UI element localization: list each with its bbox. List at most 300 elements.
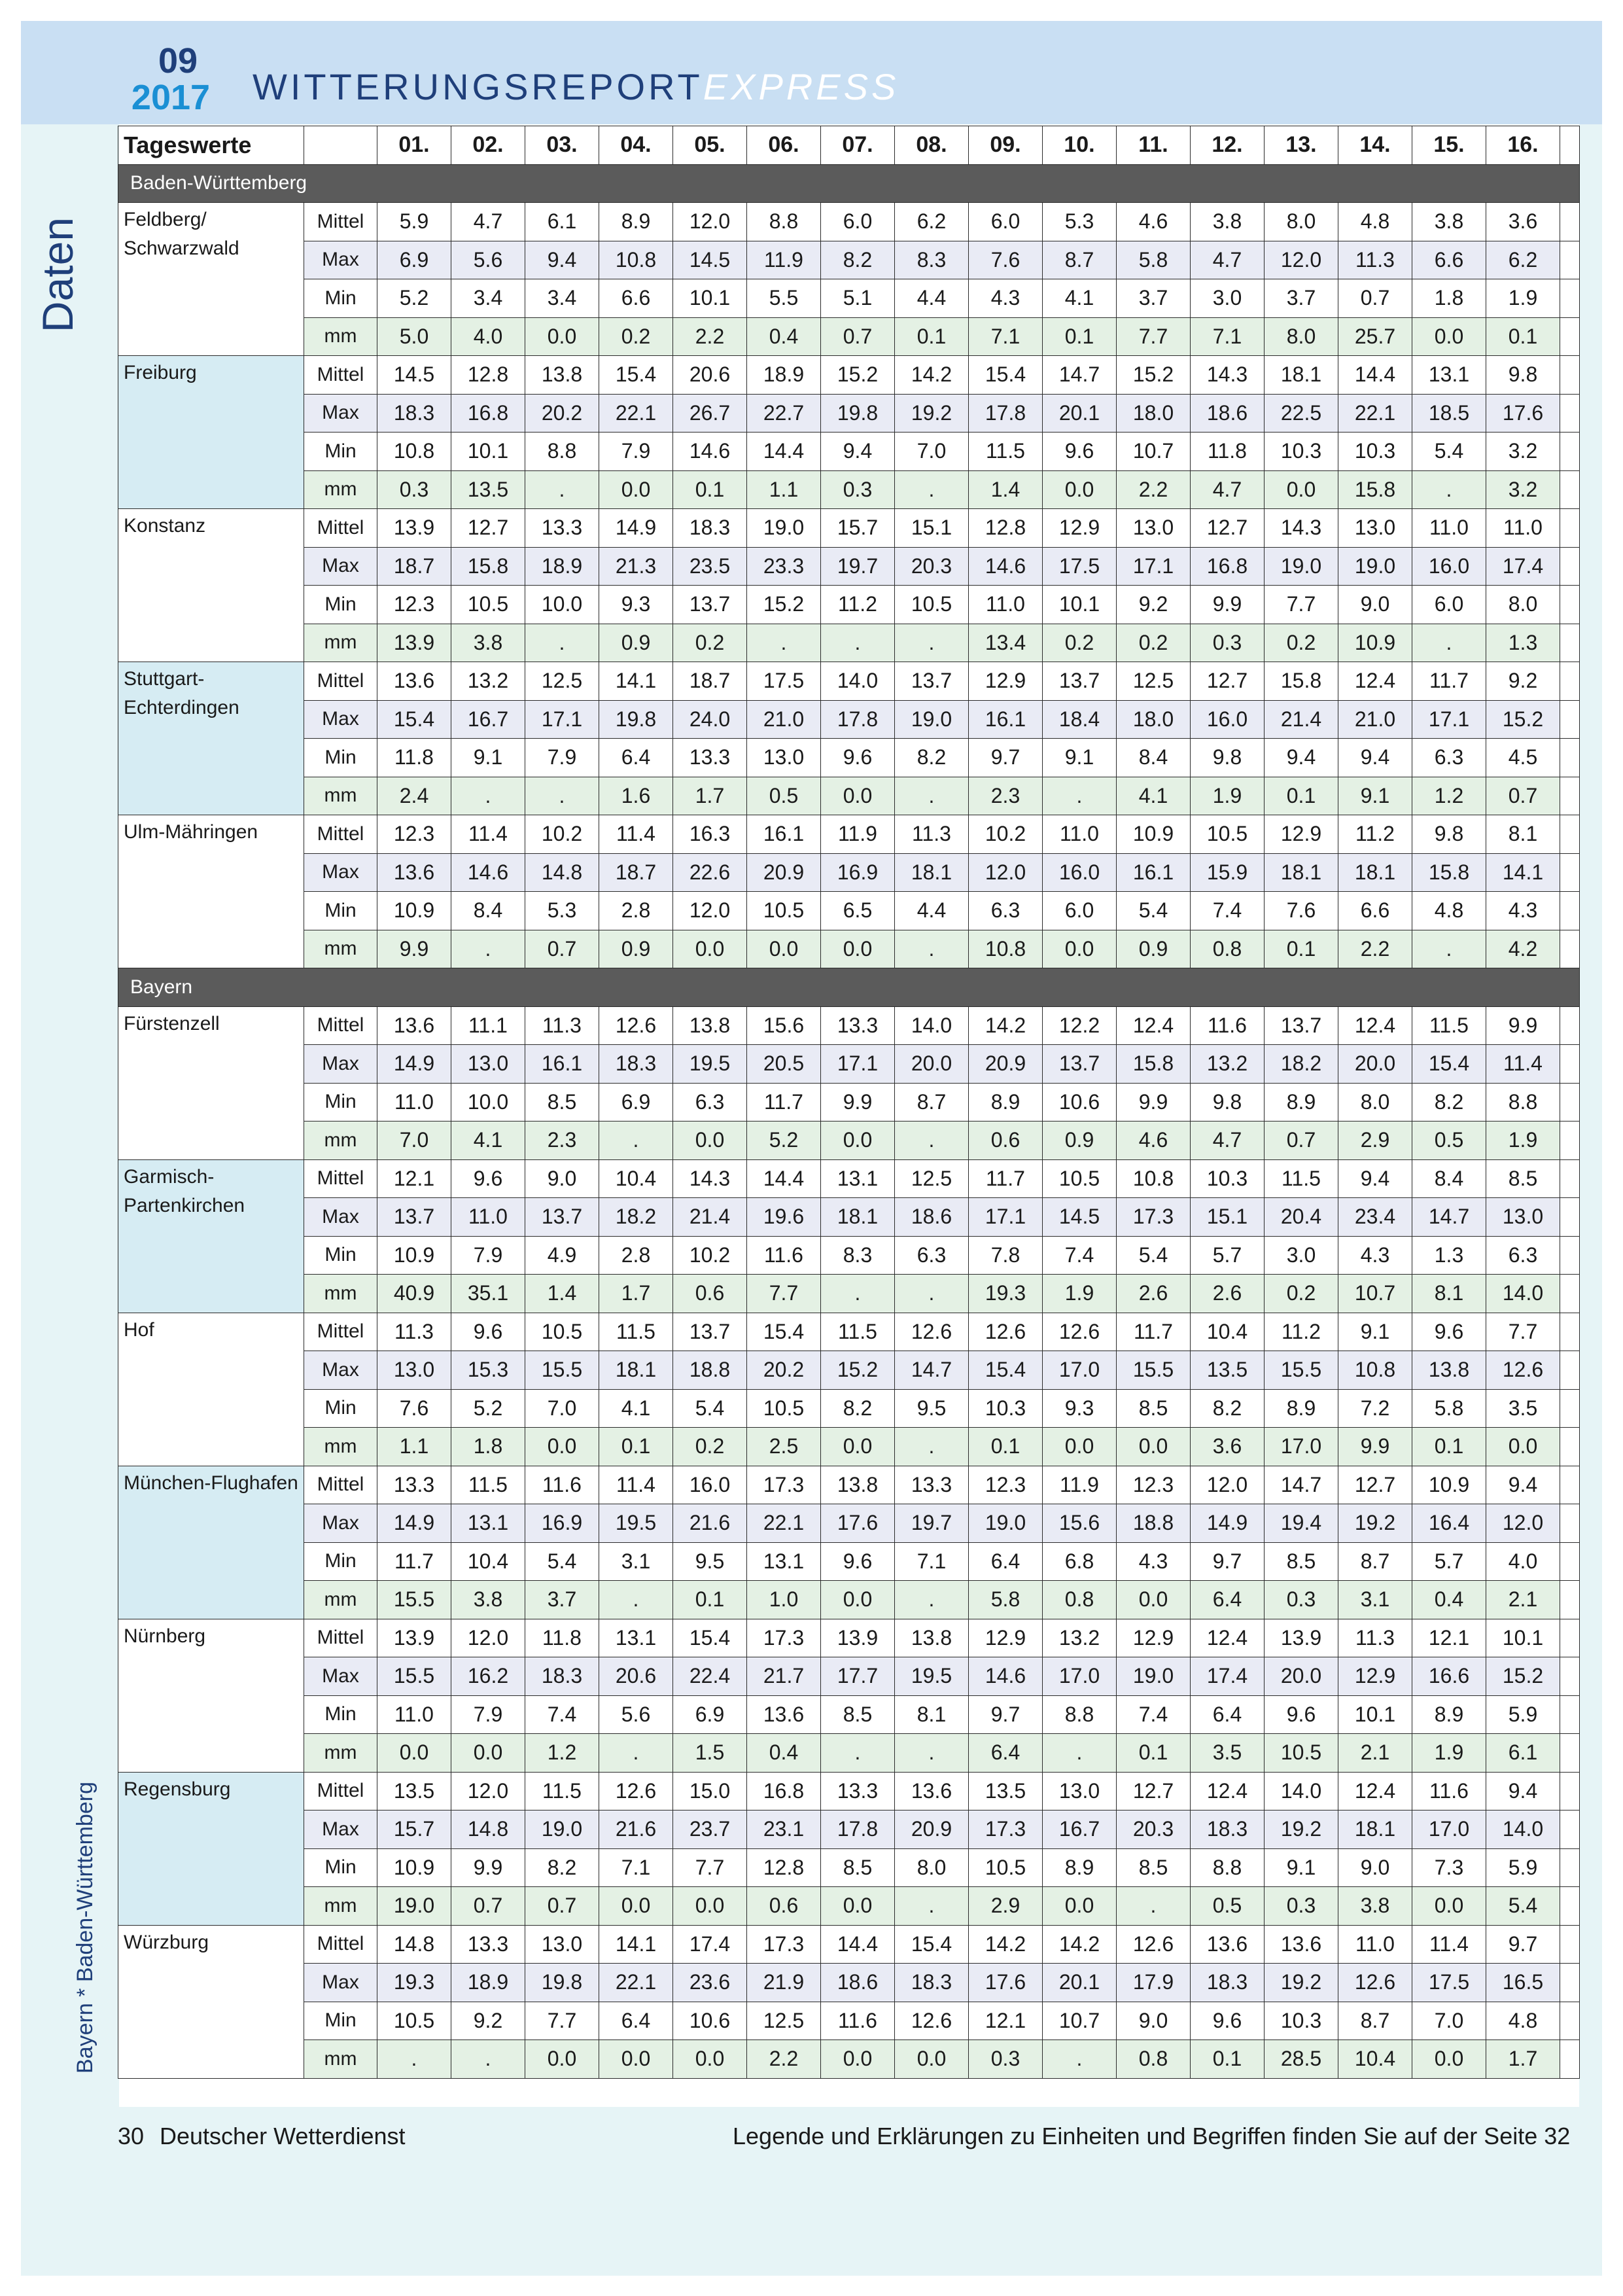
value-cell: 14.9 xyxy=(377,1045,451,1084)
value-cell: 13.3 xyxy=(377,1466,451,1504)
value-cell: 13.0 xyxy=(525,1925,599,1964)
value-cell: 22.1 xyxy=(599,394,673,433)
value-cell: 9.0 xyxy=(1338,1848,1412,1887)
value-cell: 18.1 xyxy=(1338,1810,1412,1849)
value-cell: 7.0 xyxy=(1412,2002,1486,2040)
value-cell: 10.9 xyxy=(1117,815,1191,854)
value-cell: 2.2 xyxy=(747,2040,821,2079)
value-cell: 6.5 xyxy=(821,892,895,930)
value-cell: 1.9 xyxy=(1043,1275,1117,1313)
value-cell: 11.5 xyxy=(969,433,1043,471)
station-name: Würzburg xyxy=(118,1925,304,2078)
value-cell: 10.8 xyxy=(1117,1159,1191,1198)
filler-cell xyxy=(1560,1695,1580,1734)
value-cell: 14.9 xyxy=(599,509,673,548)
value-cell: 15.2 xyxy=(821,356,895,395)
value-cell: 13.4 xyxy=(969,624,1043,662)
value-cell: 5.4 xyxy=(1117,892,1191,930)
value-cell: 16.0 xyxy=(1191,700,1265,739)
value-cell: 15.8 xyxy=(451,547,525,586)
value-cell: 9.4 xyxy=(821,433,895,471)
metric-label: Min xyxy=(304,1236,377,1275)
value-cell: . xyxy=(747,624,821,662)
header-filler-cell xyxy=(1560,126,1580,165)
value-cell: 12.0 xyxy=(1265,241,1338,279)
value-cell: 9.7 xyxy=(1486,1925,1560,1964)
value-cell: 19.4 xyxy=(1265,1504,1338,1543)
value-cell: 10.0 xyxy=(525,586,599,624)
value-cell: 21.9 xyxy=(747,1964,821,2002)
value-cell: 0.9 xyxy=(599,624,673,662)
filler-cell xyxy=(1560,509,1580,548)
value-cell: 10.0 xyxy=(451,1083,525,1122)
value-cell: 4.0 xyxy=(451,317,525,356)
value-cell: 10.5 xyxy=(747,892,821,930)
value-cell: . xyxy=(895,1734,969,1773)
day-header: 03. xyxy=(525,126,599,165)
value-cell: 14.0 xyxy=(1265,1772,1338,1810)
value-cell: 14.2 xyxy=(969,1925,1043,1964)
value-cell: 9.8 xyxy=(1486,356,1560,395)
value-cell: 11.8 xyxy=(525,1619,599,1657)
value-cell: 7.7 xyxy=(1486,1313,1560,1351)
value-cell: 17.1 xyxy=(525,700,599,739)
value-cell: 4.7 xyxy=(1191,241,1265,279)
value-cell: . xyxy=(599,1581,673,1619)
value-cell: . xyxy=(895,777,969,815)
value-cell: 5.2 xyxy=(451,1389,525,1428)
value-cell: 13.7 xyxy=(1043,662,1117,701)
value-cell: 8.8 xyxy=(1486,1083,1560,1122)
value-cell: 20.3 xyxy=(895,547,969,586)
value-cell: 0.5 xyxy=(747,777,821,815)
value-cell: 0.0 xyxy=(1043,1887,1117,1926)
value-cell: 12.0 xyxy=(451,1772,525,1810)
value-cell: 1.4 xyxy=(525,1275,599,1313)
value-cell: 0.9 xyxy=(599,930,673,968)
value-cell: 22.1 xyxy=(599,1964,673,2002)
value-cell: 11.0 xyxy=(1043,815,1117,854)
value-cell: 0.7 xyxy=(1338,279,1412,318)
value-cell: 21.0 xyxy=(1338,700,1412,739)
metric-label: Mittel xyxy=(304,356,377,395)
value-cell: . xyxy=(451,2040,525,2079)
value-cell: 22.4 xyxy=(673,1657,747,1696)
value-cell: 10.9 xyxy=(377,892,451,930)
value-cell: 17.3 xyxy=(747,1619,821,1657)
value-cell: 20.0 xyxy=(895,1045,969,1084)
value-cell: 8.0 xyxy=(895,1848,969,1887)
value-cell: 18.1 xyxy=(895,853,969,892)
table-row xyxy=(118,1542,1580,1581)
value-cell: 11.5 xyxy=(599,1313,673,1351)
value-cell: 14.0 xyxy=(1486,1810,1560,1849)
value-cell: 16.0 xyxy=(1043,853,1117,892)
value-cell: 14.6 xyxy=(969,1657,1043,1696)
value-cell: 13.7 xyxy=(673,586,747,624)
value-cell: 3.4 xyxy=(451,279,525,318)
value-cell: 0.0 xyxy=(1412,2040,1486,2079)
value-cell: 15.2 xyxy=(747,586,821,624)
value-cell: 8.2 xyxy=(821,1389,895,1428)
value-cell: 13.3 xyxy=(525,509,599,548)
metric-label: mm xyxy=(304,470,377,509)
value-cell: . xyxy=(895,1581,969,1619)
value-cell: 18.6 xyxy=(1191,394,1265,433)
filler-cell xyxy=(1560,853,1580,892)
value-cell: 4.7 xyxy=(1191,1122,1265,1160)
value-cell: 11.7 xyxy=(1412,662,1486,701)
value-cell: 19.2 xyxy=(1265,1964,1338,2002)
value-cell: 8.8 xyxy=(1191,1848,1265,1887)
value-cell: 14.0 xyxy=(1486,1275,1560,1313)
table-row xyxy=(118,470,1580,509)
region-label: Bayern * Baden-Württemberg xyxy=(73,1782,97,2074)
value-cell: 16.9 xyxy=(821,853,895,892)
value-cell: 13.5 xyxy=(969,1772,1043,1810)
value-cell: 11.0 xyxy=(1486,509,1560,548)
value-cell: 15.4 xyxy=(969,1351,1043,1390)
day-header: 16. xyxy=(1486,126,1560,165)
value-cell: 20.6 xyxy=(673,356,747,395)
value-cell: 5.0 xyxy=(377,317,451,356)
value-cell: . xyxy=(1412,470,1486,509)
table-row xyxy=(118,1772,1580,1810)
table-row xyxy=(118,203,1580,241)
value-cell: 20.2 xyxy=(747,1351,821,1390)
filler-cell xyxy=(1560,892,1580,930)
value-cell: 15.8 xyxy=(1338,470,1412,509)
value-cell: 14.7 xyxy=(1412,1198,1486,1237)
value-cell: 18.2 xyxy=(599,1198,673,1237)
table-row xyxy=(118,1848,1580,1887)
value-cell: 11.3 xyxy=(1338,241,1412,279)
filler-cell xyxy=(1560,1236,1580,1275)
value-cell: 12.6 xyxy=(895,1313,969,1351)
value-cell: 13.5 xyxy=(1191,1351,1265,1390)
value-cell: 13.6 xyxy=(895,1772,969,1810)
day-header: 02. xyxy=(451,126,525,165)
value-cell: 1.7 xyxy=(599,1275,673,1313)
table-row xyxy=(118,1159,1580,1198)
value-cell: 18.7 xyxy=(599,853,673,892)
value-cell: 11.3 xyxy=(1338,1619,1412,1657)
value-cell: 12.1 xyxy=(377,1159,451,1198)
value-cell: 17.5 xyxy=(747,662,821,701)
value-cell: 20.6 xyxy=(599,1657,673,1696)
value-cell: 1.0 xyxy=(747,1581,821,1619)
value-cell: 8.7 xyxy=(1338,2002,1412,2040)
value-cell: 17.3 xyxy=(747,1925,821,1964)
value-cell: 7.9 xyxy=(525,739,599,777)
value-cell: 11.4 xyxy=(451,815,525,854)
value-cell: 4.1 xyxy=(599,1389,673,1428)
filler-cell xyxy=(1560,1083,1580,1122)
value-cell: 5.4 xyxy=(525,1542,599,1581)
filler-cell xyxy=(1560,1964,1580,2002)
value-cell: 9.9 xyxy=(1486,1006,1560,1045)
metric-label: Max xyxy=(304,1964,377,2002)
value-cell: 5.4 xyxy=(1117,1236,1191,1275)
value-cell: 17.0 xyxy=(1043,1351,1117,1390)
table-row xyxy=(118,279,1580,318)
value-cell: 17.1 xyxy=(1412,700,1486,739)
value-cell: 17.1 xyxy=(1117,547,1191,586)
value-cell: 8.5 xyxy=(821,1695,895,1734)
value-cell: 3.8 xyxy=(1338,1887,1412,1926)
value-cell: 13.1 xyxy=(599,1619,673,1657)
value-cell: 20.0 xyxy=(1265,1657,1338,1696)
filler-cell xyxy=(1560,1198,1580,1237)
value-cell: 17.1 xyxy=(821,1045,895,1084)
value-cell: 18.1 xyxy=(599,1351,673,1390)
day-header: 07. xyxy=(821,126,895,165)
value-cell: 4.7 xyxy=(451,203,525,241)
value-cell: 12.3 xyxy=(969,1466,1043,1504)
value-cell: 5.5 xyxy=(747,279,821,318)
value-cell: 7.4 xyxy=(1191,892,1265,930)
value-cell: 0.0 xyxy=(1412,317,1486,356)
metric-label: Mittel xyxy=(304,1466,377,1504)
table-row xyxy=(118,1581,1580,1619)
value-cell: 19.0 xyxy=(525,1810,599,1849)
value-cell: 8.8 xyxy=(525,433,599,471)
value-cell: 9.8 xyxy=(1191,739,1265,777)
value-cell: 0.0 xyxy=(525,1428,599,1466)
day-header: 06. xyxy=(747,126,821,165)
value-cell: 9.4 xyxy=(1486,1772,1560,1810)
filler-cell xyxy=(1560,1504,1580,1543)
table-row xyxy=(118,1925,1580,1964)
value-cell: 19.7 xyxy=(895,1504,969,1543)
value-cell: 5.8 xyxy=(1412,1389,1486,1428)
value-cell: 11.1 xyxy=(451,1006,525,1045)
value-cell: 8.9 xyxy=(1043,1848,1117,1887)
value-cell: 8.9 xyxy=(1265,1083,1338,1122)
value-cell: 12.9 xyxy=(1117,1619,1191,1657)
table-row xyxy=(118,853,1580,892)
value-cell: 19.6 xyxy=(747,1198,821,1237)
value-cell: 21.3 xyxy=(599,547,673,586)
value-cell: 13.2 xyxy=(451,662,525,701)
value-cell: 10.7 xyxy=(1338,1275,1412,1313)
metric-label: Min xyxy=(304,1695,377,1734)
value-cell: . xyxy=(1117,1887,1191,1926)
day-header: 01. xyxy=(377,126,451,165)
value-cell: 15.9 xyxy=(1191,853,1265,892)
value-cell: 12.3 xyxy=(1117,1466,1191,1504)
value-cell: 11.0 xyxy=(969,586,1043,624)
table-heading: Tageswerte xyxy=(118,126,304,165)
table-row xyxy=(118,1657,1580,1696)
filler-cell xyxy=(1560,1428,1580,1466)
value-cell: . xyxy=(1043,1734,1117,1773)
value-cell: 40.9 xyxy=(377,1275,451,1313)
value-cell: 0.4 xyxy=(747,1734,821,1773)
filler-cell xyxy=(1560,1925,1580,1964)
daily-values-table xyxy=(118,126,1580,2079)
value-cell: 15.4 xyxy=(895,1925,969,1964)
value-cell: 14.5 xyxy=(1043,1198,1117,1237)
value-cell: 10.9 xyxy=(377,1848,451,1887)
value-cell: 1.8 xyxy=(1412,279,1486,318)
value-cell: 7.7 xyxy=(525,2002,599,2040)
metric-label: mm xyxy=(304,1275,377,1313)
value-cell: 18.3 xyxy=(599,1045,673,1084)
value-cell: 22.7 xyxy=(747,394,821,433)
value-cell: 9.6 xyxy=(451,1159,525,1198)
value-cell: 14.3 xyxy=(673,1159,747,1198)
value-cell: 23.4 xyxy=(1338,1198,1412,1237)
day-header: 11. xyxy=(1117,126,1191,165)
value-cell: 7.7 xyxy=(673,1848,747,1887)
metric-label: Min xyxy=(304,586,377,624)
value-cell: 14.4 xyxy=(1338,356,1412,395)
value-cell: 3.2 xyxy=(1486,470,1560,509)
value-cell: 0.0 xyxy=(525,2040,599,2079)
value-cell: 11.4 xyxy=(1412,1925,1486,1964)
value-cell: 18.9 xyxy=(747,356,821,395)
value-cell: . xyxy=(1043,2040,1117,2079)
value-cell: 6.1 xyxy=(525,203,599,241)
value-cell: 10.3 xyxy=(1265,2002,1338,2040)
value-cell: 10.4 xyxy=(599,1159,673,1198)
value-cell: 20.4 xyxy=(1265,1198,1338,1237)
table-row xyxy=(118,1236,1580,1275)
region-name: Baden-Württemberg xyxy=(118,164,1580,203)
value-cell: 0.0 xyxy=(673,1122,747,1160)
value-cell: 0.1 xyxy=(1117,1734,1191,1773)
value-cell: 13.6 xyxy=(1265,1925,1338,1964)
table-row xyxy=(118,777,1580,815)
region-row xyxy=(118,968,1580,1007)
value-cell: 3.2 xyxy=(1486,433,1560,471)
value-cell: 3.8 xyxy=(451,624,525,662)
metric-label: Mittel xyxy=(304,1772,377,1810)
metric-label: mm xyxy=(304,1428,377,1466)
value-cell: 4.9 xyxy=(525,1236,599,1275)
value-cell: 10.4 xyxy=(451,1542,525,1581)
value-cell: 0.0 xyxy=(599,2040,673,2079)
value-cell: 10.3 xyxy=(969,1389,1043,1428)
value-cell: 1.6 xyxy=(599,777,673,815)
value-cell: 7.1 xyxy=(969,317,1043,356)
value-cell: 5.2 xyxy=(747,1122,821,1160)
value-cell: 0.2 xyxy=(1265,1275,1338,1313)
filler-cell xyxy=(1560,930,1580,968)
value-cell: 9.4 xyxy=(1486,1466,1560,1504)
value-cell: 5.4 xyxy=(1412,433,1486,471)
value-cell: 6.2 xyxy=(895,203,969,241)
metric-label: Min xyxy=(304,1848,377,1887)
value-cell: 10.6 xyxy=(1043,1083,1117,1122)
value-cell: 4.6 xyxy=(1117,203,1191,241)
value-cell: . xyxy=(895,930,969,968)
value-cell: 16.6 xyxy=(1412,1657,1486,1696)
value-cell: 2.8 xyxy=(599,892,673,930)
value-cell: 7.1 xyxy=(1191,317,1265,356)
value-cell: 17.0 xyxy=(1265,1428,1338,1466)
value-cell: 12.3 xyxy=(377,586,451,624)
value-cell: 9.9 xyxy=(821,1083,895,1122)
value-cell: 0.6 xyxy=(969,1122,1043,1160)
value-cell: 18.2 xyxy=(1265,1045,1338,1084)
value-cell: 9.6 xyxy=(821,1542,895,1581)
value-cell: 19.8 xyxy=(525,1964,599,2002)
value-cell: . xyxy=(821,1275,895,1313)
value-cell: 18.8 xyxy=(1117,1504,1191,1543)
value-cell: 0.0 xyxy=(821,1581,895,1619)
value-cell: 0.4 xyxy=(747,317,821,356)
value-cell: 10.1 xyxy=(1486,1619,1560,1657)
value-cell: 14.2 xyxy=(1043,1925,1117,1964)
value-cell: 24.0 xyxy=(673,700,747,739)
value-cell: 20.3 xyxy=(1117,1810,1191,1849)
value-cell: 13.7 xyxy=(525,1198,599,1237)
value-cell: 12.4 xyxy=(1338,1006,1412,1045)
metric-label: Mittel xyxy=(304,203,377,241)
value-cell: 17.4 xyxy=(1486,547,1560,586)
value-cell: 13.8 xyxy=(673,1006,747,1045)
value-cell: 8.4 xyxy=(1412,1159,1486,1198)
value-cell: 8.5 xyxy=(821,1848,895,1887)
value-cell: . xyxy=(451,777,525,815)
value-cell: 10.5 xyxy=(1191,815,1265,854)
filler-cell xyxy=(1560,586,1580,624)
value-cell: 12.7 xyxy=(1191,509,1265,548)
value-cell: 20.1 xyxy=(1043,1964,1117,2002)
value-cell: 7.2 xyxy=(1338,1389,1412,1428)
metric-label: Max xyxy=(304,1810,377,1849)
value-cell: 17.1 xyxy=(969,1198,1043,1237)
value-cell: 16.2 xyxy=(451,1657,525,1696)
value-cell: 5.3 xyxy=(525,892,599,930)
value-cell: 4.2 xyxy=(1486,930,1560,968)
value-cell: 8.3 xyxy=(895,241,969,279)
metric-label: Min xyxy=(304,2002,377,2040)
value-cell: 13.0 xyxy=(1486,1198,1560,1237)
value-cell: 6.1 xyxy=(1486,1734,1560,1773)
value-cell: 6.0 xyxy=(821,203,895,241)
value-cell: 11.8 xyxy=(1191,433,1265,471)
value-cell: 17.8 xyxy=(821,700,895,739)
filler-cell xyxy=(1560,1351,1580,1390)
value-cell: 6.8 xyxy=(1043,1542,1117,1581)
value-cell: 13.0 xyxy=(1338,509,1412,548)
value-cell: 10.5 xyxy=(969,1848,1043,1887)
value-cell: 7.1 xyxy=(599,1848,673,1887)
value-cell: 11.6 xyxy=(747,1236,821,1275)
value-cell: 0.7 xyxy=(451,1887,525,1926)
value-cell: 19.5 xyxy=(599,1504,673,1543)
value-cell: 16.1 xyxy=(1117,853,1191,892)
value-cell: 7.3 xyxy=(1412,1848,1486,1887)
value-cell: 19.7 xyxy=(821,547,895,586)
value-cell: . xyxy=(895,1428,969,1466)
station-name: München-Flughafen xyxy=(118,1466,304,1619)
value-cell: 25.7 xyxy=(1338,317,1412,356)
value-cell: 13.8 xyxy=(895,1619,969,1657)
value-cell: 13.3 xyxy=(673,739,747,777)
value-cell: 9.4 xyxy=(1265,739,1338,777)
value-cell: 20.9 xyxy=(969,1045,1043,1084)
metric-label: Max xyxy=(304,1045,377,1084)
value-cell: 3.5 xyxy=(1191,1734,1265,1773)
metric-label: Min xyxy=(304,1542,377,1581)
value-cell: 15.4 xyxy=(747,1313,821,1351)
filler-cell xyxy=(1560,1122,1580,1160)
value-cell: 10.3 xyxy=(1338,433,1412,471)
